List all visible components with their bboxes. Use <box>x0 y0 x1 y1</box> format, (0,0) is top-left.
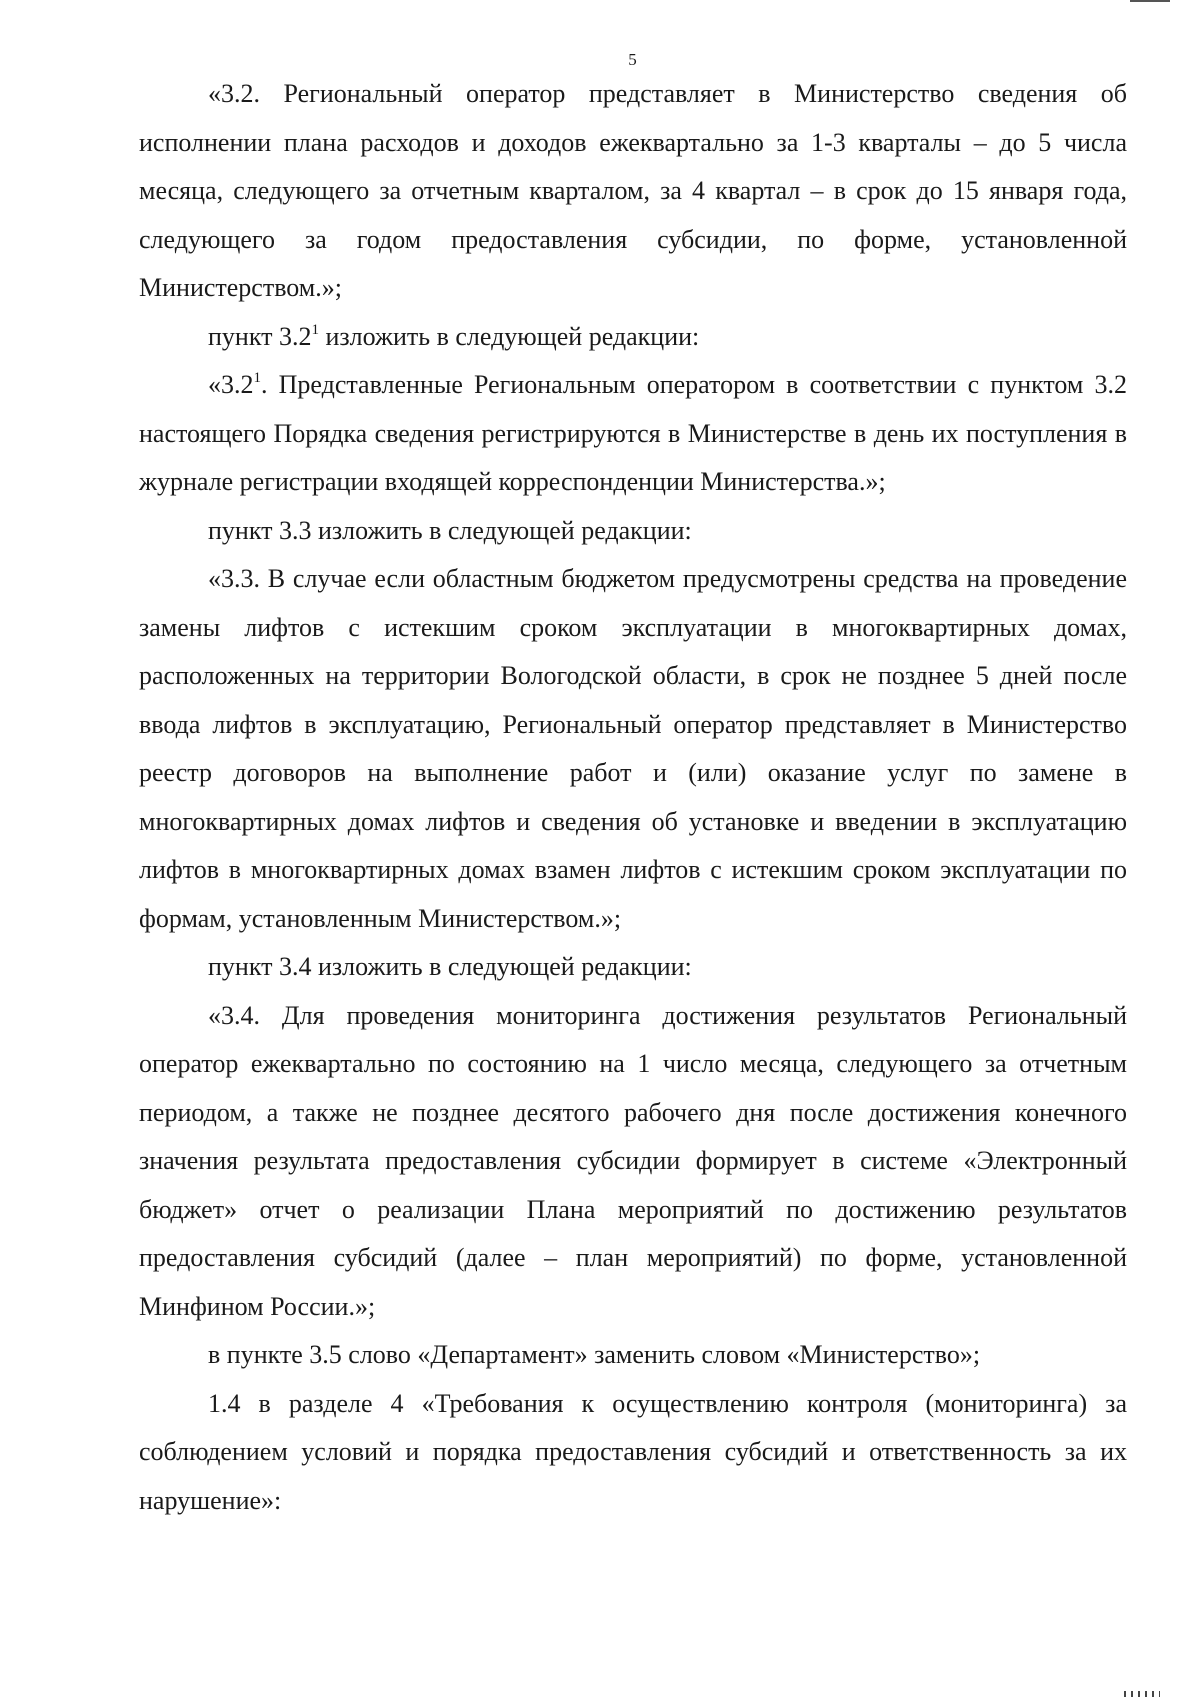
document-body <box>139 70 1127 1525</box>
paragraph-3-2-1 <box>139 361 1127 507</box>
paragraph-instruction-3-3: пункт 3.3 изложить в следующей редакции: <box>208 515 692 545</box>
superscript: 1 <box>253 370 261 386</box>
paragraph-section-4: 1.4 в разделе 4 «Требования к осуществлению контроля (мониторинга) за соблюдением условий и порядка предоставления субсидий и ответственность за их нарушение»: <box>139 1388 1127 1515</box>
scan-mark-top <box>1130 0 1170 2</box>
paragraph-3-4: «3.4. Для проведения мониторинга достижения результатов Региональный оператор ежеквартально по состоянию на 1 число месяца, следующего за отчетным периодом, а также не позднее десятого рабочего дня после достижения конечного значения результата предоставления субсидии формирует в системе «Электронный бюджет» отчет о реализации Плана мероприятий по достижению результатов предоставления субсидий (далее – план мероприятий) по форме, установленной Минфином России.»; <box>139 1000 1127 1321</box>
paragraph-3-3: «3.3. В случае если областным бюджетом предусмотрены средства на проведение замены лифтов с истекшим сроком эксплуатации в многоквартирных домах, расположенных на территории Вологодской области, в срок не позднее 5 дней после ввода лифтов в эксплуатацию, Региональный оператор представляет в Министерство реестр договоров на выполнение работ и (или) оказание услуг по замене в многоквартирных домах лифтов и сведения об установке и введении в эксплуатацию лифтов в многоквартирных домах взамен лифтов с истекшим сроком эксплуатации по формам, установленным Министерством.»; <box>139 564 1127 933</box>
superscript: 1 <box>311 321 319 338</box>
paragraph-instruction-3-2-1 <box>139 313 1127 362</box>
page-number: 5 <box>628 50 637 69</box>
paragraph-3-2: «3.2. Региональный оператор представляет в Министерство сведения об исполнении плана расходов и доходов ежеквартально за 1-3 кварталы – до 5 числа месяца, следующего за отчетным кварталом, за 4 квартал – в срок до 15 января года, следующего за годом предоставления субсидии, по форме, установленной Министерством.»; <box>139 79 1127 302</box>
paragraph-text: . Представленные Региональным оператором в соответствии с пунктом 3.2 настоящего Порядка сведения регистрируются в Министерстве в день их поступления в журнале регистрации входящей корреспонденции Министерства.»; <box>139 370 1127 496</box>
scan-mark-bottom <box>1124 1691 1160 1697</box>
paragraph-text: «3.2 <box>208 370 254 399</box>
instruction-text: пункт 3.2 <box>208 321 312 351</box>
paragraph-3-5-replacement: в пункте 3.5 слово «Департамент» заменить словом «Министерство»; <box>208 1340 981 1369</box>
paragraph-instruction-3-4: пункт 3.4 изложить в следующей редакции: <box>208 952 692 981</box>
instruction-text: изложить в следующей редакции: <box>318 321 700 351</box>
